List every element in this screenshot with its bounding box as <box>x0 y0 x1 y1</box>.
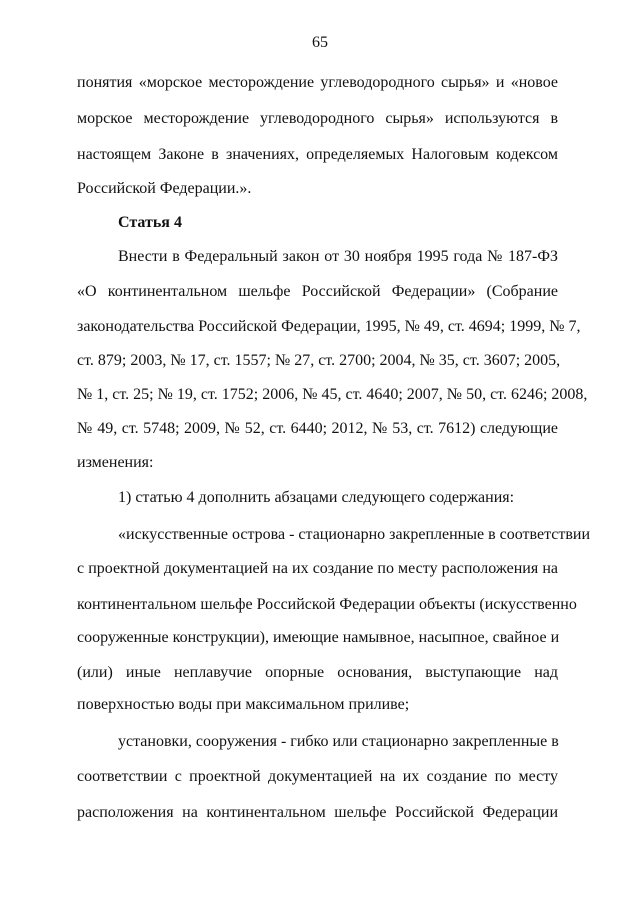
text-line: № 1, ст. 25; № 19, ст. 1752; 2006, № 45, ст. 4640; 2007, № 50, ст. 6246; 2008, <box>77 386 588 403</box>
text-line: № 49, ст. 5748; 2009, № 52, ст. 6440; 2012, № 53, ст. 7612) следующие <box>77 420 558 437</box>
text-line: настоящем Законе в значениях, определяемых Налоговым кодексом <box>77 146 558 163</box>
text-line: Внести в Федеральный закон от 30 ноября 1995 года № 187-ФЗ <box>118 248 558 265</box>
text-line: «О континентальном шельфе Российской Федерации» (Собрание <box>77 283 558 300</box>
page-number: 65 <box>312 34 328 51</box>
text-line: «искусственные острова - стационарно закрепленные в соответствии <box>118 526 591 543</box>
text-line: континентальном шельфе Российской Федерации объекты (искусственно <box>77 596 577 613</box>
article-heading: Статья 4 <box>118 214 182 231</box>
item-1: 1) статью 4 дополнить абзацами следующего содержания: <box>118 489 515 506</box>
text-line: с проектной документацией на их создание по месту расположения на <box>77 560 558 577</box>
text-line: (или) иные неплавучие опорные основания, выступающие над <box>77 664 558 681</box>
text-line: изменения: <box>77 454 154 471</box>
text-line: Российской Федерации.». <box>77 180 252 197</box>
text-line: законодательства Российской Федерации, 1995, № 49, ст. 4694; 1999, № 7, <box>77 318 581 335</box>
text-line: морское месторождение углеводородного сырья» используются в <box>77 110 558 127</box>
text-line: поверхностью воды при максимальном приливе; <box>77 696 410 713</box>
text-line: сооруженные конструкции), имеющие намывное, насыпное, свайное и <box>77 629 560 646</box>
text-line: установки, сооружения - гибко или стационарно закрепленные в <box>118 733 559 750</box>
text-line: расположения на континентальном шельфе Российской Федерации <box>77 804 558 821</box>
text-line: понятия «морское месторождение углеводородного сырья» и «новое <box>77 74 558 91</box>
text-line: соответствии с проектной документацией на их создание по месту <box>77 768 558 785</box>
text-line: ст. 879; 2003, № 17, ст. 1557; № 27, ст. 2700; 2004, № 35, ст. 3607; 2005, <box>77 352 561 369</box>
